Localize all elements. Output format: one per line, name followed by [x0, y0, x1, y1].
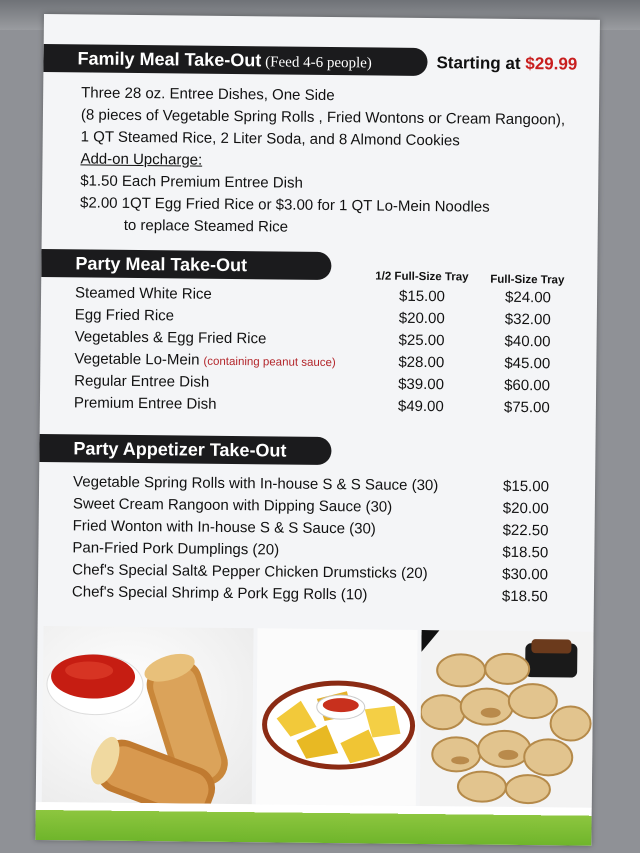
party-item-full-price: $24.00 [504, 288, 552, 307]
appetizer-item-name: Vegetable Spring Rolls with In-house S & S Sauce (30) [73, 473, 439, 495]
egg-roll-photo [42, 626, 254, 804]
family-meal-heading [43, 44, 427, 76]
party-item-half-price: $20.00 [398, 309, 445, 328]
party-item-name: Egg Fried Rice [74, 306, 175, 325]
appetizer-title: Party Appetizer Take-Out [73, 438, 287, 461]
footer-stripe [35, 802, 591, 846]
party-item-name: Regular Entree Dish [74, 372, 210, 391]
addon-label: Add-on Upcharge: [80, 150, 203, 169]
menu-flyer [35, 14, 600, 846]
party-item-full-price: $45.00 [504, 354, 551, 373]
appetizer-item-price: $20.00 [502, 499, 549, 518]
appetizer-heading [39, 434, 331, 465]
party-item-name: Premium Entree Dish [73, 394, 217, 413]
party-item-full-price: $75.00 [503, 398, 550, 417]
appetizer-item-price: $18.50 [501, 587, 548, 606]
appetizer-item-price: $18.50 [502, 543, 549, 562]
starting-price: $29.99 [525, 54, 578, 74]
family-meal-title: Family Meal Take-Out [77, 48, 262, 71]
family-line-2: (8 pieces of Vegetable Spring Rolls , Fried Wontons or Cream Rangoon), [80, 106, 566, 129]
family-meal-feeds: (Feed 4-6 people) [265, 54, 372, 72]
wonton-photo [256, 628, 418, 806]
appetizer-item-name: Chef's Special Salt& Pepper Chicken Drumsticks (20) [72, 561, 428, 583]
party-meal-title: Party Meal Take-Out [75, 253, 248, 276]
appetizer-item-price: $30.00 [502, 565, 549, 584]
appetizer-item-name: Pan-Fried Pork Dumplings (20) [72, 539, 280, 559]
dumpling-photo [420, 630, 594, 808]
party-item-note: (containing peanut sauce) [203, 355, 336, 370]
party-item-half-price: $28.00 [398, 353, 445, 372]
appetizer-row [72, 583, 572, 610]
col-header-half: 1/2 Full-Size Tray [375, 270, 469, 284]
party-item-full-price: $32.00 [504, 310, 551, 329]
party-item-half-price: $25.00 [398, 331, 445, 350]
appetizer-item-price: $22.50 [502, 521, 549, 540]
appetizer-item-name: Chef's Special Shrimp & Pork Egg Rolls (10) [71, 583, 368, 604]
party-item-name: Steamed White Rice [74, 284, 212, 303]
family-line-1: Three 28 oz. Entree Dishes, One Side [81, 84, 335, 105]
party-meal-heading [41, 249, 331, 280]
col-header-full: Full-Size Tray [490, 273, 565, 287]
addon-line-3: to replace Steamed Rice [123, 216, 289, 236]
party-item-name: Vegetable Lo-Mein [74, 350, 200, 369]
appetizer-item-price: $15.00 [502, 477, 550, 496]
party-item-full-price: $40.00 [504, 332, 551, 351]
addon-line-1: $1.50 Each Premium Entree Dish [80, 172, 303, 192]
appetizer-item-name: Sweet Cream Rangoon with Dipping Sauce (30) [72, 495, 393, 516]
party-row [74, 394, 574, 421]
appetizer-item-name: Fried Wonton with In-house S & S Sauce (30) [72, 517, 376, 538]
party-item-half-price: $49.00 [397, 397, 444, 416]
party-item-half-price: $39.00 [398, 375, 445, 394]
party-item-half-price: $15.00 [398, 287, 446, 306]
starting-label: Starting at [436, 53, 521, 73]
starting-price-line [436, 53, 577, 74]
party-item-full-price: $60.00 [504, 376, 551, 395]
party-item-name: Vegetables & Egg Fried Rice [74, 328, 267, 348]
food-photos [36, 626, 594, 808]
addon-line-2: $2.00 1QT Egg Fried Rice or $3.00 for 1 QT Lo-Mein Noodles [79, 194, 490, 216]
family-line-3: 1 QT Steamed Rice, 2 Liter Soda, and 8 Almond Cookies [80, 128, 460, 150]
